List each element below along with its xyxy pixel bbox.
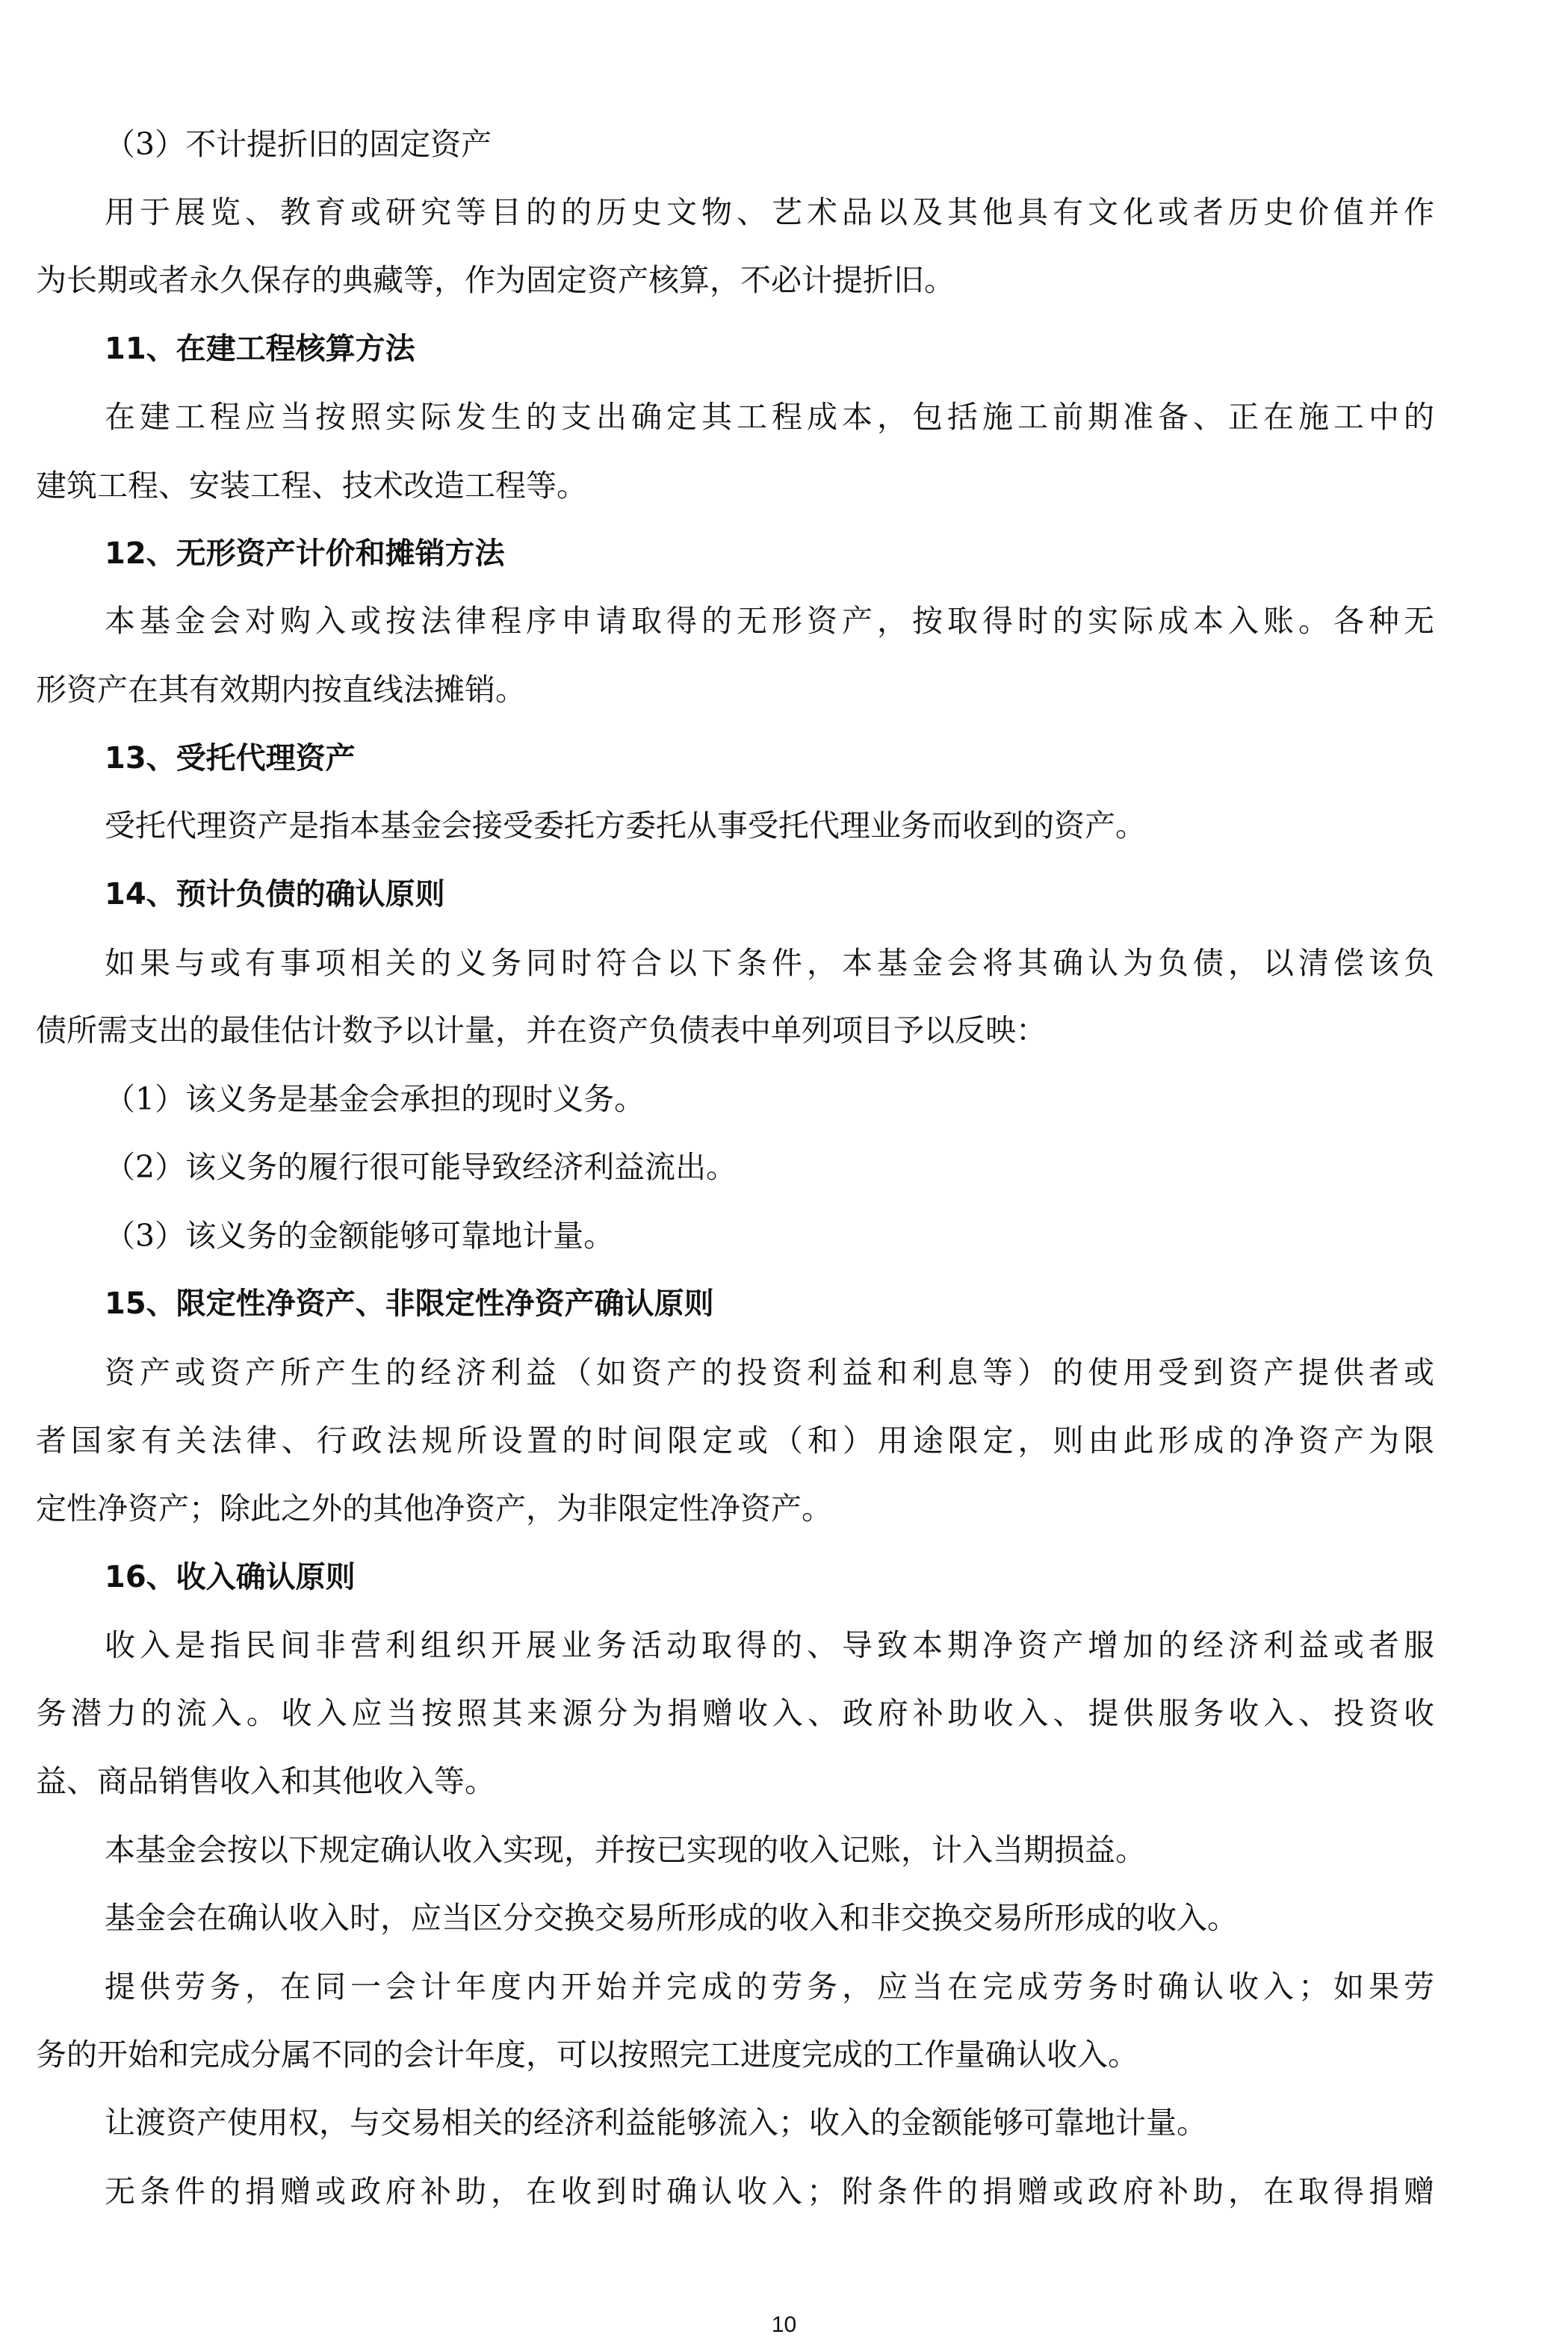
paragraph-line: 让渡资产使用权，与交易相关的经济利益能够流入；收入的金额能够可靠地计量。 [105, 2105, 1207, 2141]
section-heading: 14、预计负债的确认原则 [105, 877, 445, 912]
paragraph-line: 如果与或有事项相关的义务同时符合以下条件，本基金会将其确认为负债，以清偿该负 [105, 945, 1434, 981]
section-heading: 15、限定性净资产、非限定性净资产确认原则 [105, 1287, 714, 1321]
section-heading: 12、无形资产计价和摊销方法 [105, 536, 505, 571]
paragraph-line: 债所需支出的最佳估计数予以计量，并在资产负债表中单列项目予以反映： [36, 1012, 1047, 1048]
paragraph-line: 益、商品销售收入和其他收入等。 [36, 1763, 495, 1799]
paragraph-line: 者国家有关法律、行政法规所设置的时间限定或（和）用途限定，则由此形成的净资产为限 [36, 1423, 1434, 1458]
section-heading: 13、受托代理资产 [105, 741, 356, 776]
list-item: （3）该义务的金额能够可靠地计量。 [105, 1218, 615, 1254]
subsection-title: （3）不计提折旧的固定资产 [105, 126, 492, 162]
paragraph-line: 受托代理资产是指本基金会接受委托方委托从事受托代理业务而收到的资产。 [105, 808, 1146, 844]
paragraph-line: 形资产在其有效期内按直线法摊销。 [36, 672, 526, 708]
paragraph-line: 建筑工程、安装工程、技术改造工程等。 [36, 468, 587, 504]
paragraph-line: 务的开始和完成分属不同的会计年度，可以按照完工进度完成的工作量确认收入。 [36, 2037, 1138, 2073]
paragraph-line: 基金会在确认收入时，应当区分交换交易所形成的收入和非交换交易所形成的收入。 [105, 1900, 1238, 1936]
paragraph-line: 在建工程应当按照实际发生的支出确定其工程成本，包括施工前期准备、正在施工中的 [105, 399, 1434, 435]
paragraph-line: 资产或资产所产生的经济利益（如资产的投资利益和利息等）的使用受到资产提供者或 [105, 1355, 1434, 1390]
section-heading: 11、在建工程核算方法 [105, 332, 415, 366]
paragraph-line: 务潜力的流入。收入应当按照其来源分为捐赠收入、政府补助收入、提供服务收入、投资收 [36, 1695, 1434, 1731]
paragraph-line: 提供劳务，在同一会计年度内开始并完成的劳务，应当在完成劳务时确认收入；如果劳 [105, 1969, 1434, 2005]
paragraph-line: 收入是指民间非营利组织开展业务活动取得的、导致本期净资产增加的经济利益或者服 [105, 1627, 1434, 1663]
paragraph-line: 用于展览、教育或研究等目的的历史文物、艺术品以及其他具有文化或者历史价值并作 [105, 194, 1434, 230]
paragraph-line: 为长期或者永久保存的典藏等，作为固定资产核算，不必计提折旧。 [36, 262, 955, 298]
list-item: （1）该义务是基金会承担的现时义务。 [105, 1081, 645, 1117]
section-heading: 16、收入确认原则 [105, 1560, 356, 1594]
paragraph-line: 定性净资产；除此之外的其他净资产，为非限定性净资产。 [36, 1491, 832, 1526]
paragraph-line: 本基金会按以下规定确认收入实现，并按已实现的收入记账，计入当期损益。 [105, 1832, 1146, 1868]
page-number: 10 [771, 2312, 797, 2337]
paragraph-line: 无条件的捐赠或政府补助，在收到时确认收入；附条件的捐赠或政府补助，在取得捐赠 [105, 2173, 1434, 2209]
paragraph-line: 本基金会对购入或按法律程序申请取得的无形资产，按取得时的实际成本入账。各种无 [105, 603, 1434, 639]
list-item: （2）该义务的履行很可能导致经济利益流出。 [105, 1149, 737, 1185]
